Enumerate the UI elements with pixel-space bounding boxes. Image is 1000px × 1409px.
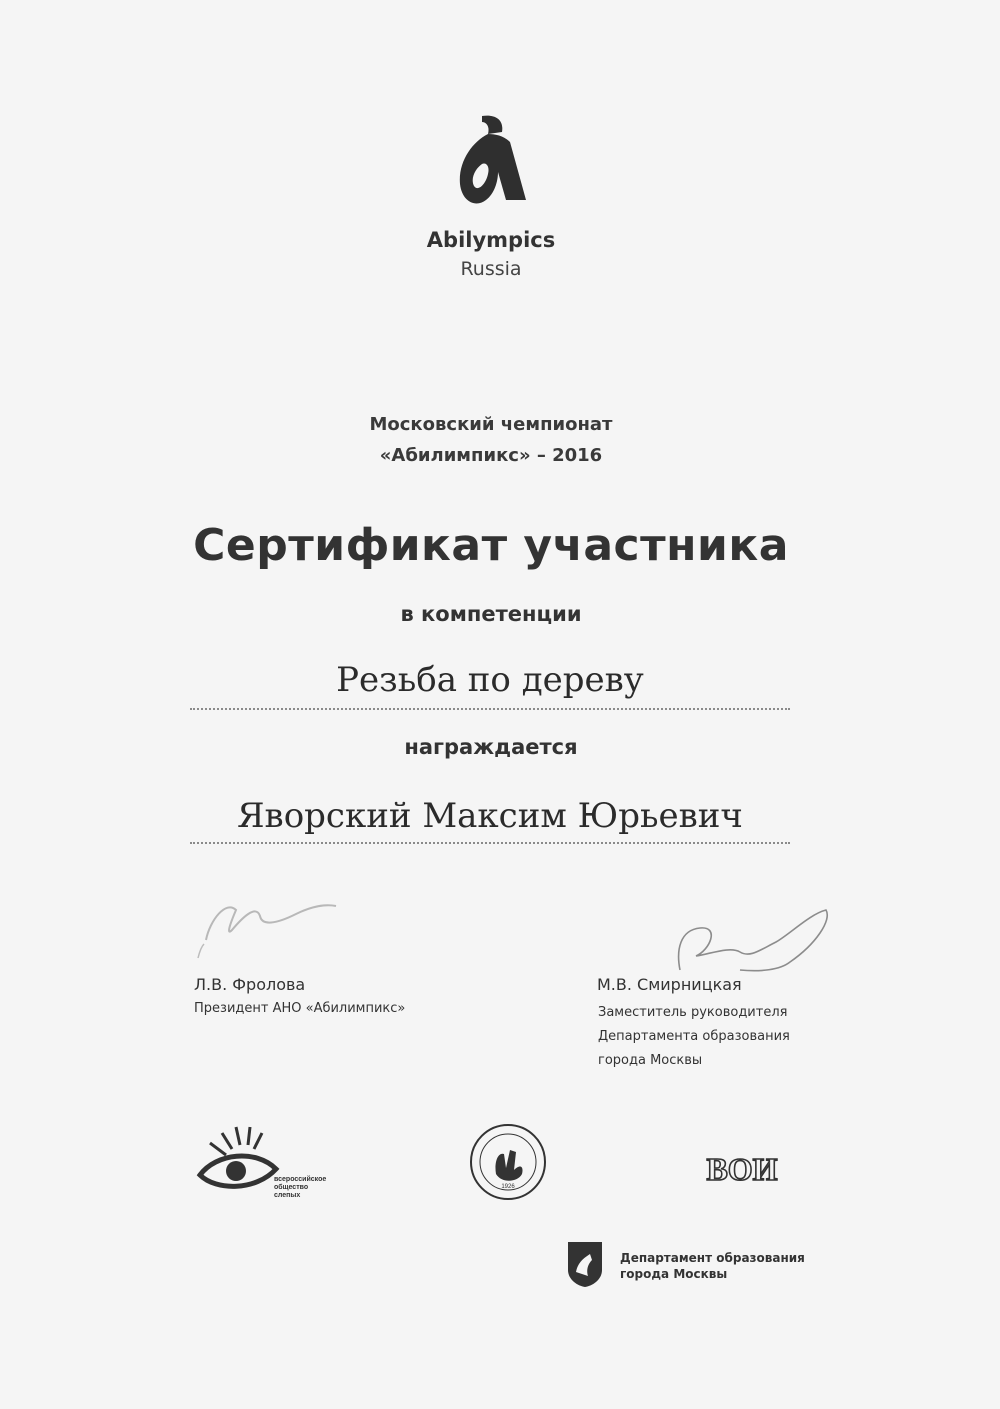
- signature-left-icon: [186, 880, 356, 960]
- svg-text:общество: общество: [274, 1184, 309, 1191]
- signer-2-role-line: города Москвы: [598, 1053, 703, 1068]
- moscow-education-department-text: [620, 1250, 820, 1282]
- dotted-line-divider: [190, 708, 790, 710]
- svg-text:ВОИ: ВОИ: [706, 1151, 778, 1186]
- brand-name: Abilympics: [426, 228, 556, 252]
- voi-logo-icon: [686, 1150, 798, 1186]
- signer-1-role: Президент АНО «Абилимпикс»: [194, 1001, 406, 1016]
- championship-line-2: «Абилимпикс» – 2016: [379, 445, 603, 466]
- certificate-title: Сертификат участника: [193, 520, 789, 571]
- signer-2-role-line: Департамента образования: [598, 1029, 790, 1044]
- competence-value: Резьба по дереву: [336, 660, 644, 700]
- award-label: награждается: [404, 735, 578, 759]
- deaf-society-logo-icon: [468, 1122, 548, 1202]
- svg-text:всероссийское: всероссийское: [274, 1176, 327, 1183]
- competence-label: в компетенции: [400, 602, 582, 626]
- signer-2-role-line: Заместитель руководителя: [598, 1005, 788, 1020]
- blind-society-logo-icon: [196, 1125, 336, 1205]
- signer-2-name: М.В. Смирницкая: [597, 975, 742, 994]
- moscow-text-line: Департамент образования: [620, 1251, 805, 1265]
- signature-right-icon: [640, 900, 840, 980]
- championship-line-1: Московский чемпионат: [369, 414, 613, 435]
- moscow-coat-of-arms-icon: [566, 1240, 604, 1288]
- svg-text:1926: 1926: [501, 1184, 515, 1190]
- brand-country: Russia: [460, 258, 522, 280]
- moscow-text-line: города Москвы: [620, 1267, 728, 1281]
- abilympics-logo-icon: [452, 112, 536, 212]
- recipient-name: Яворский Максим Юрьевич: [237, 796, 743, 836]
- dotted-line-divider: [190, 842, 790, 844]
- signer-1-name: Л.В. Фролова: [194, 975, 306, 994]
- signer-2-role: [598, 1001, 838, 1073]
- svg-text:слепых: слепых: [274, 1192, 301, 1199]
